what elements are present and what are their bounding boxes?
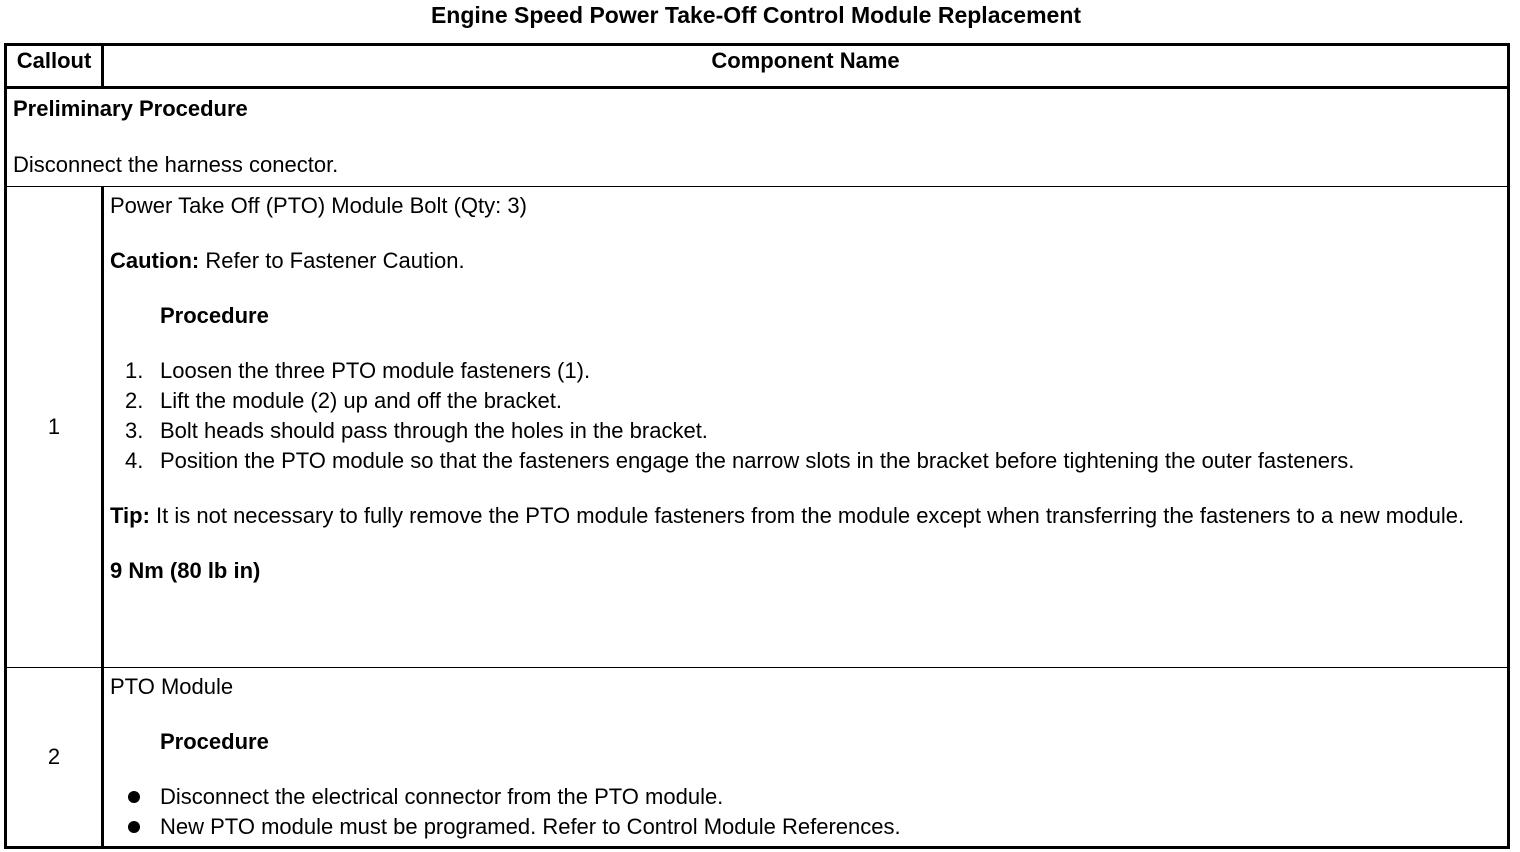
step-text: Loosen the three PTO module fasteners (1). bbox=[160, 358, 591, 383]
procedure-steps bbox=[110, 356, 1501, 476]
component-name: Power Take Off (PTO) Module Bolt (Qty: 3) bbox=[110, 193, 527, 218]
callout-number: 2 bbox=[7, 668, 103, 847]
caution-text: Refer to Fastener Caution. bbox=[199, 248, 465, 273]
step-text: Lift the module (2) up and off the bracket. bbox=[160, 388, 562, 413]
step-number: 4. bbox=[125, 448, 144, 473]
preliminary-cell bbox=[7, 88, 1507, 187]
preliminary-text: Disconnect the harness conector. bbox=[13, 152, 339, 177]
step-number: 3. bbox=[125, 418, 144, 443]
component-cell bbox=[103, 187, 1508, 668]
step-text: Bolt heads should pass through the holes in the bracket. bbox=[160, 418, 708, 443]
callout-number: 1 bbox=[7, 187, 103, 668]
component-name-column-header: Component Name bbox=[103, 46, 1508, 88]
procedure-label: Procedure bbox=[160, 303, 269, 328]
step-number: 1. bbox=[125, 358, 144, 383]
component-cell bbox=[103, 668, 1508, 847]
component-name: PTO Module bbox=[110, 674, 234, 699]
procedure-label: Procedure bbox=[160, 729, 269, 754]
table-row bbox=[7, 668, 1507, 847]
bullet-icon bbox=[128, 821, 140, 833]
bullet-text: Disconnect the electrical connector from the PTO module. bbox=[160, 784, 724, 809]
tip-text: It is not necessary to fully remove the PTO module fasteners from the module except when transferring the fasteners to a new module. bbox=[149, 503, 1465, 528]
bullet-icon bbox=[128, 791, 140, 803]
list-item bbox=[110, 356, 1501, 386]
procedure-table bbox=[7, 46, 1507, 846]
torque-spec: 9 Nm (80 lb in) bbox=[110, 558, 261, 583]
tip-note bbox=[110, 501, 1501, 531]
preliminary-row bbox=[7, 88, 1507, 187]
callout-column-header: Callout bbox=[7, 46, 103, 88]
bullet-text: New PTO module must be programed. Refer to Control Module References. bbox=[160, 814, 901, 839]
list-item bbox=[110, 782, 1501, 812]
page-title: Engine Speed Power Take-Off Control Module Replacement bbox=[430, 2, 1082, 28]
list-item bbox=[110, 812, 1501, 842]
procedure-table-frame bbox=[4, 43, 1510, 849]
list-item bbox=[110, 386, 1501, 416]
table-row bbox=[7, 187, 1507, 668]
procedure-bullets bbox=[110, 782, 1501, 842]
list-item bbox=[110, 446, 1501, 476]
step-text: Position the PTO module so that the fasteners engage the narrow slots in the bracket before tightening the outer fasteners. bbox=[160, 448, 1355, 473]
step-number: 2. bbox=[125, 388, 144, 413]
tip-label: Tip: bbox=[110, 503, 150, 528]
table-header-row bbox=[7, 46, 1507, 88]
caution-note bbox=[110, 246, 1501, 276]
preliminary-title: Preliminary Procedure bbox=[13, 96, 248, 121]
list-item bbox=[110, 416, 1501, 446]
caution-label: Caution: bbox=[110, 248, 200, 273]
